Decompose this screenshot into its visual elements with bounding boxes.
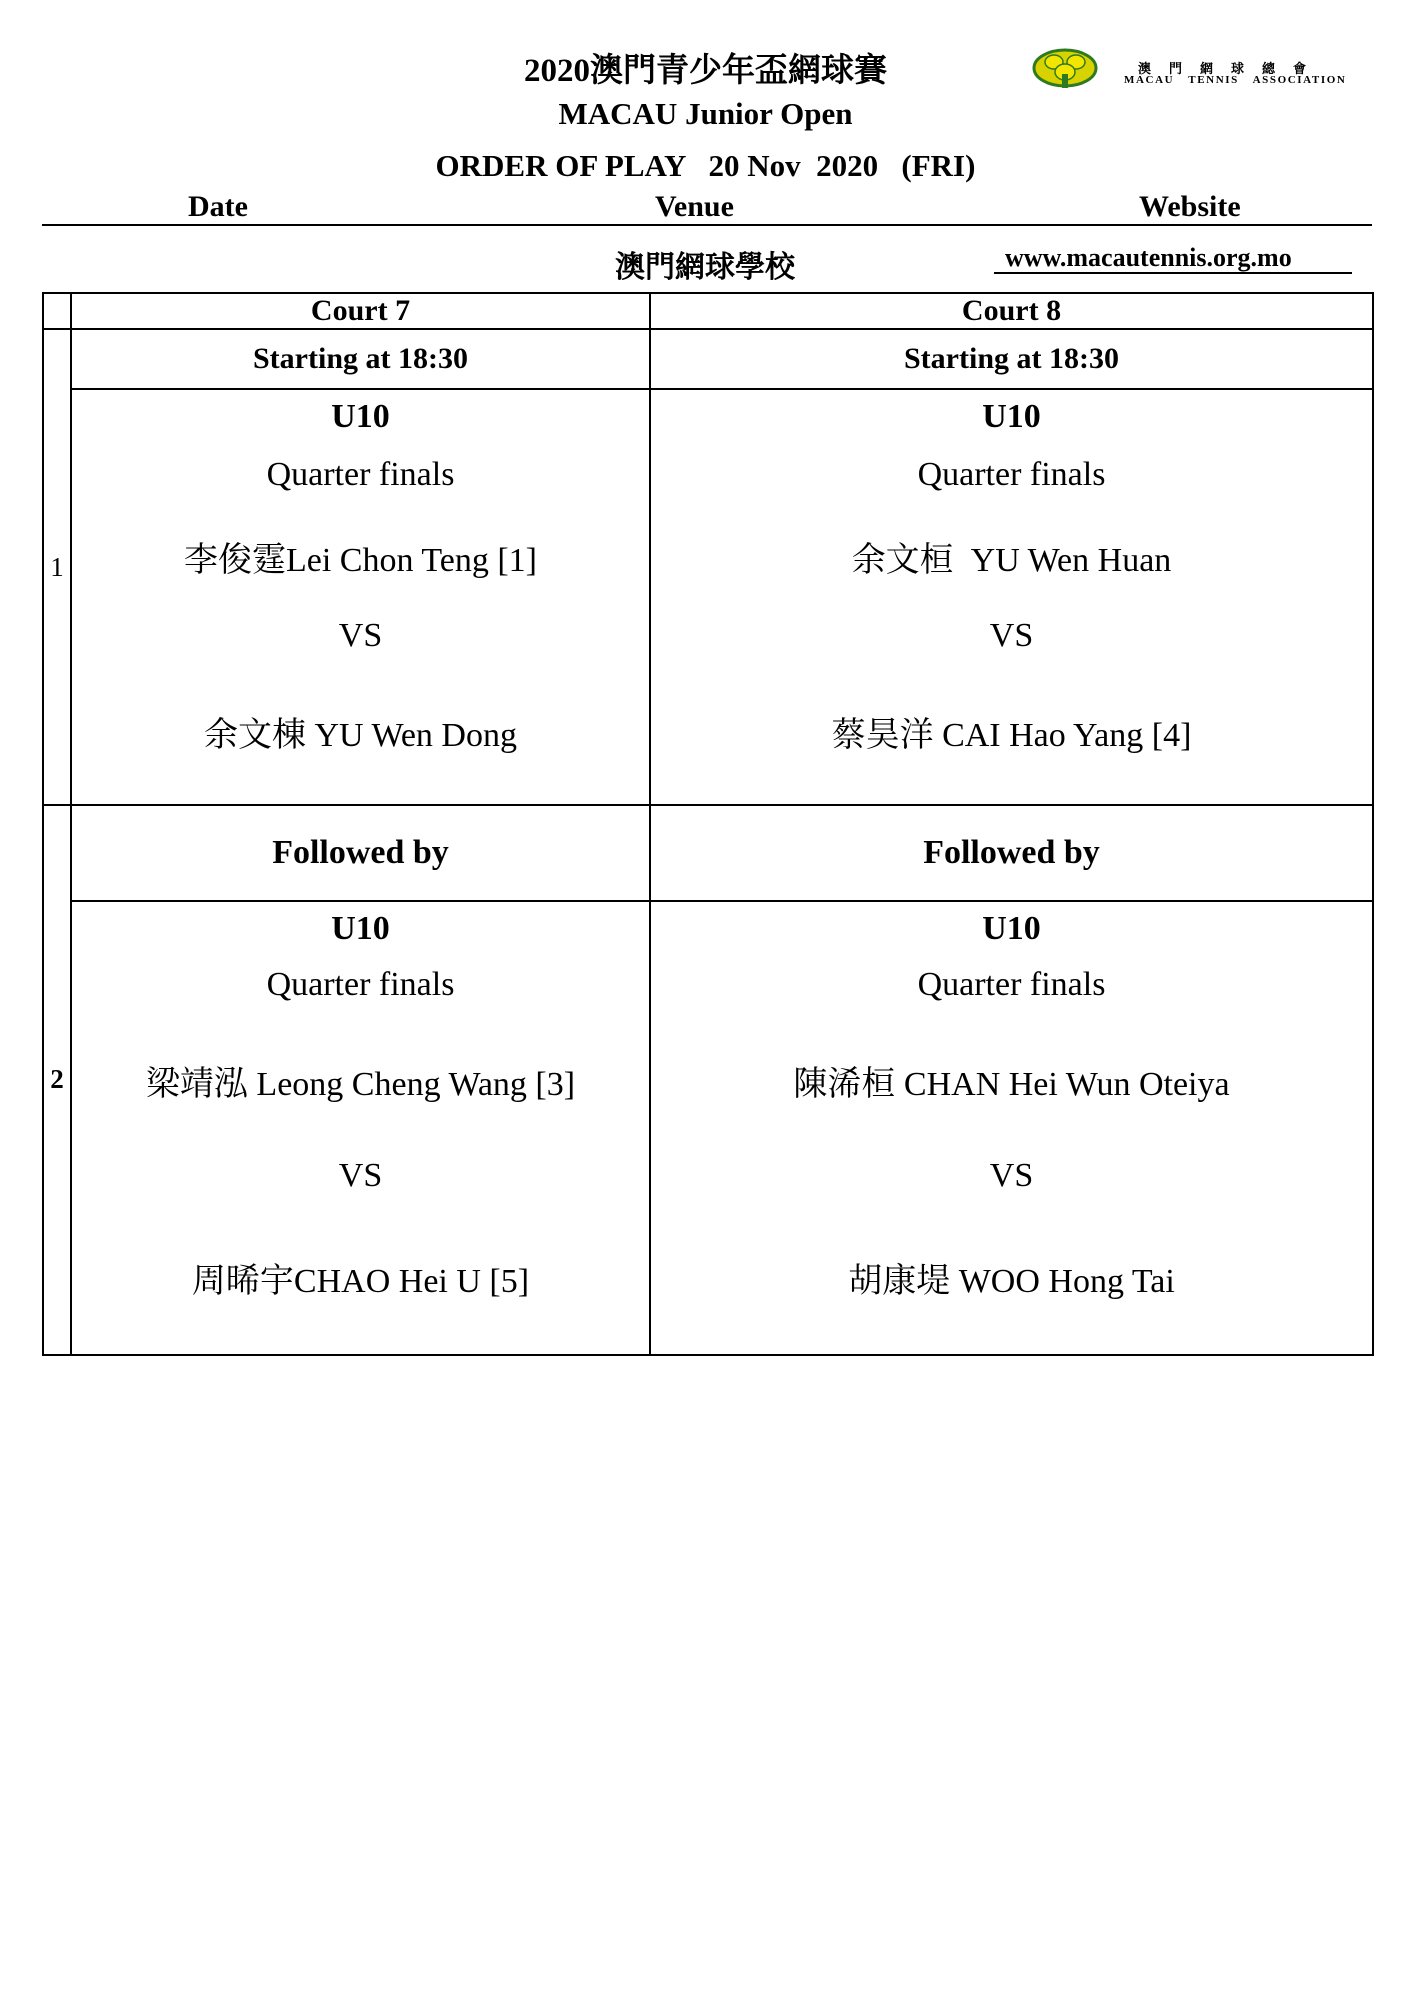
age-group: U10 [331, 910, 390, 948]
round-number: 2 [43, 805, 71, 1355]
order-of-play-table [42, 292, 1374, 1356]
match-round: Quarter finals [917, 456, 1106, 494]
round-number-header [43, 293, 71, 329]
match-card [650, 389, 1373, 805]
tournament-title-english: MACAU Junior Open [558, 96, 853, 131]
association-name-chinese: 澳門網球總會 [1138, 61, 1325, 76]
match-round: Quarter finals [266, 456, 455, 494]
venue-label: Venue [655, 190, 734, 223]
match-card [650, 901, 1373, 1355]
player-1: 余文桓 YU Wen Huan [851, 542, 1172, 580]
player-2: 余文棟 YU Wen Dong [203, 717, 517, 755]
website-underline [994, 272, 1352, 274]
match-card [71, 389, 650, 805]
versus-label: VS [338, 617, 383, 655]
court-7-header: Court 7 [71, 293, 650, 329]
court-8-header: Court 8 [650, 293, 1373, 329]
versus-label: VS [989, 617, 1034, 655]
player-2: 胡康堤 WOO Hong Tai [848, 1263, 1175, 1301]
player-2: 蔡昊洋 CAI Hao Yang [4] [831, 717, 1192, 755]
match-round: Quarter finals [266, 966, 455, 1004]
order-of-play-heading: ORDER OF PLAY 20 Nov 2020 (FRI) [435, 148, 976, 183]
association-name-english: MACAU TENNIS ASSOCIATION [1124, 74, 1347, 86]
match-round: Quarter finals [917, 966, 1106, 1004]
age-group: U10 [331, 398, 390, 436]
versus-label: VS [989, 1157, 1034, 1195]
date-label: Date [188, 190, 248, 223]
court-7-start-time: Starting at 18:30 [71, 329, 650, 389]
venue-name: 澳門網球學校 [615, 251, 795, 284]
versus-label: VS [338, 1157, 383, 1195]
website-label: Website [1139, 190, 1241, 223]
player-1: 李俊霆Lei Chon Teng [1] [184, 542, 537, 580]
player-1: 梁靖泓 Leong Cheng Wang [3] [145, 1066, 576, 1104]
age-group: U10 [982, 910, 1041, 948]
match-card [71, 901, 650, 1355]
age-group: U10 [982, 398, 1041, 436]
court-8-followed-by: Followed by [650, 805, 1373, 901]
player-1: 陳浠桓 CHAN Hei Wun Oteiya [793, 1066, 1230, 1104]
player-2: 周晞宇CHAO Hei U [5] [191, 1263, 530, 1301]
website-link[interactable]: www.macautennis.org.mo [1005, 243, 1292, 272]
tournament-title-chinese: 2020澳門青少年盃網球賽 [524, 53, 887, 89]
court-7-followed-by: Followed by [71, 805, 650, 901]
round-number: 1 [43, 329, 71, 805]
court-8-start-time: Starting at 18:30 [650, 329, 1373, 389]
header-divider [42, 224, 1372, 226]
macau-tennis-association-logo-icon [1032, 44, 1098, 90]
